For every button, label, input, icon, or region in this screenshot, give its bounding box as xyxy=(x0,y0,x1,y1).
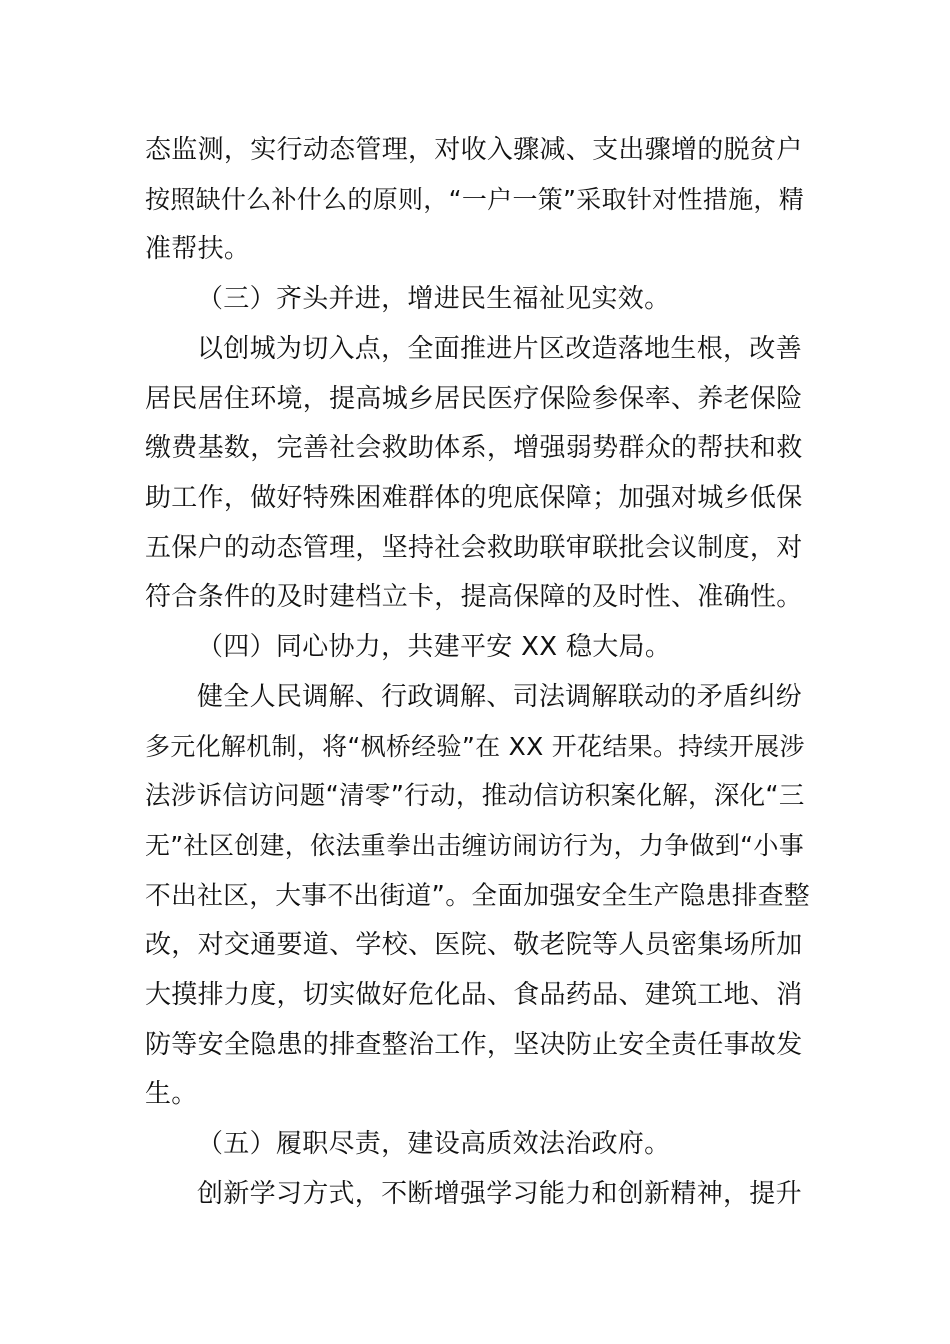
body-text-line: 助工作，做好特殊困难群体的兜底保障；加强对城乡低保 xyxy=(145,483,803,513)
body-text-line: 改，对交通要道、学校、医院、敬老院等人员密集场所加 xyxy=(145,930,803,960)
body-text-line: 准帮扶。 xyxy=(145,234,251,264)
body-text-line: 创新学习方式，不断增强学习能力和创新精神，提升 xyxy=(197,1179,802,1209)
body-text-line: 按照缺什么补什么的原则，“一户一策”采取针对性措施，精 xyxy=(145,185,805,214)
body-text-line: 无”社区创建，依法重拳出击缠访闹访行为，力争做到“小事 xyxy=(145,831,805,860)
body-text-line: 符合条件的及时建档立卡，提高保障的及时性、准确性。 xyxy=(145,582,803,612)
body-text-line: 法涉诉信访问题“清零”行动，推动信访积案化解，深化“三 xyxy=(145,781,805,811)
body-text-line: 健全人民调解、行政调解、司法调解联动的矛盾纠纷 xyxy=(197,682,802,712)
section-heading: （五）履职尽责，建设高质效法治政府。 xyxy=(197,1129,671,1159)
section-heading: （四）同心协力，共建平安 XX 稳大局。 xyxy=(197,632,672,662)
body-text-line: 五保户的动态管理，坚持社会救助联审联批会议制度，对 xyxy=(145,533,803,563)
body-text-line: 防等安全隐患的排查整治工作，坚决防止安全责任事故发 xyxy=(145,1030,803,1060)
body-text-line: 生。 xyxy=(145,1079,198,1109)
body-text-line: 大摸排力度，切实做好危化品、食品药品、建筑工地、消 xyxy=(145,980,803,1010)
body-text-line: 缴费基数，完善社会救助体系，增强弱势群众的帮扶和救 xyxy=(145,433,803,463)
body-text-line: 多元化解机制，将“枫桥经验”在 XX 开花结果。持续开展涉 xyxy=(145,732,805,761)
body-text-line: 居民居住环境，提高城乡居民医疗保险参保率、养老保险 xyxy=(145,384,803,414)
body-text-line: 以创城为切入点，全面推进片区改造落地生根，改善 xyxy=(197,334,802,364)
section-heading: （三）齐头并进，增进民生福祉见实效。 xyxy=(197,284,671,314)
body-text-line: 不出社区，大事不出街道”。全面加强安全生产隐患排查整 xyxy=(145,881,810,911)
body-text-line: 态监测，实行动态管理，对收入骤减、支出骤增的脱贫户 xyxy=(145,135,803,165)
